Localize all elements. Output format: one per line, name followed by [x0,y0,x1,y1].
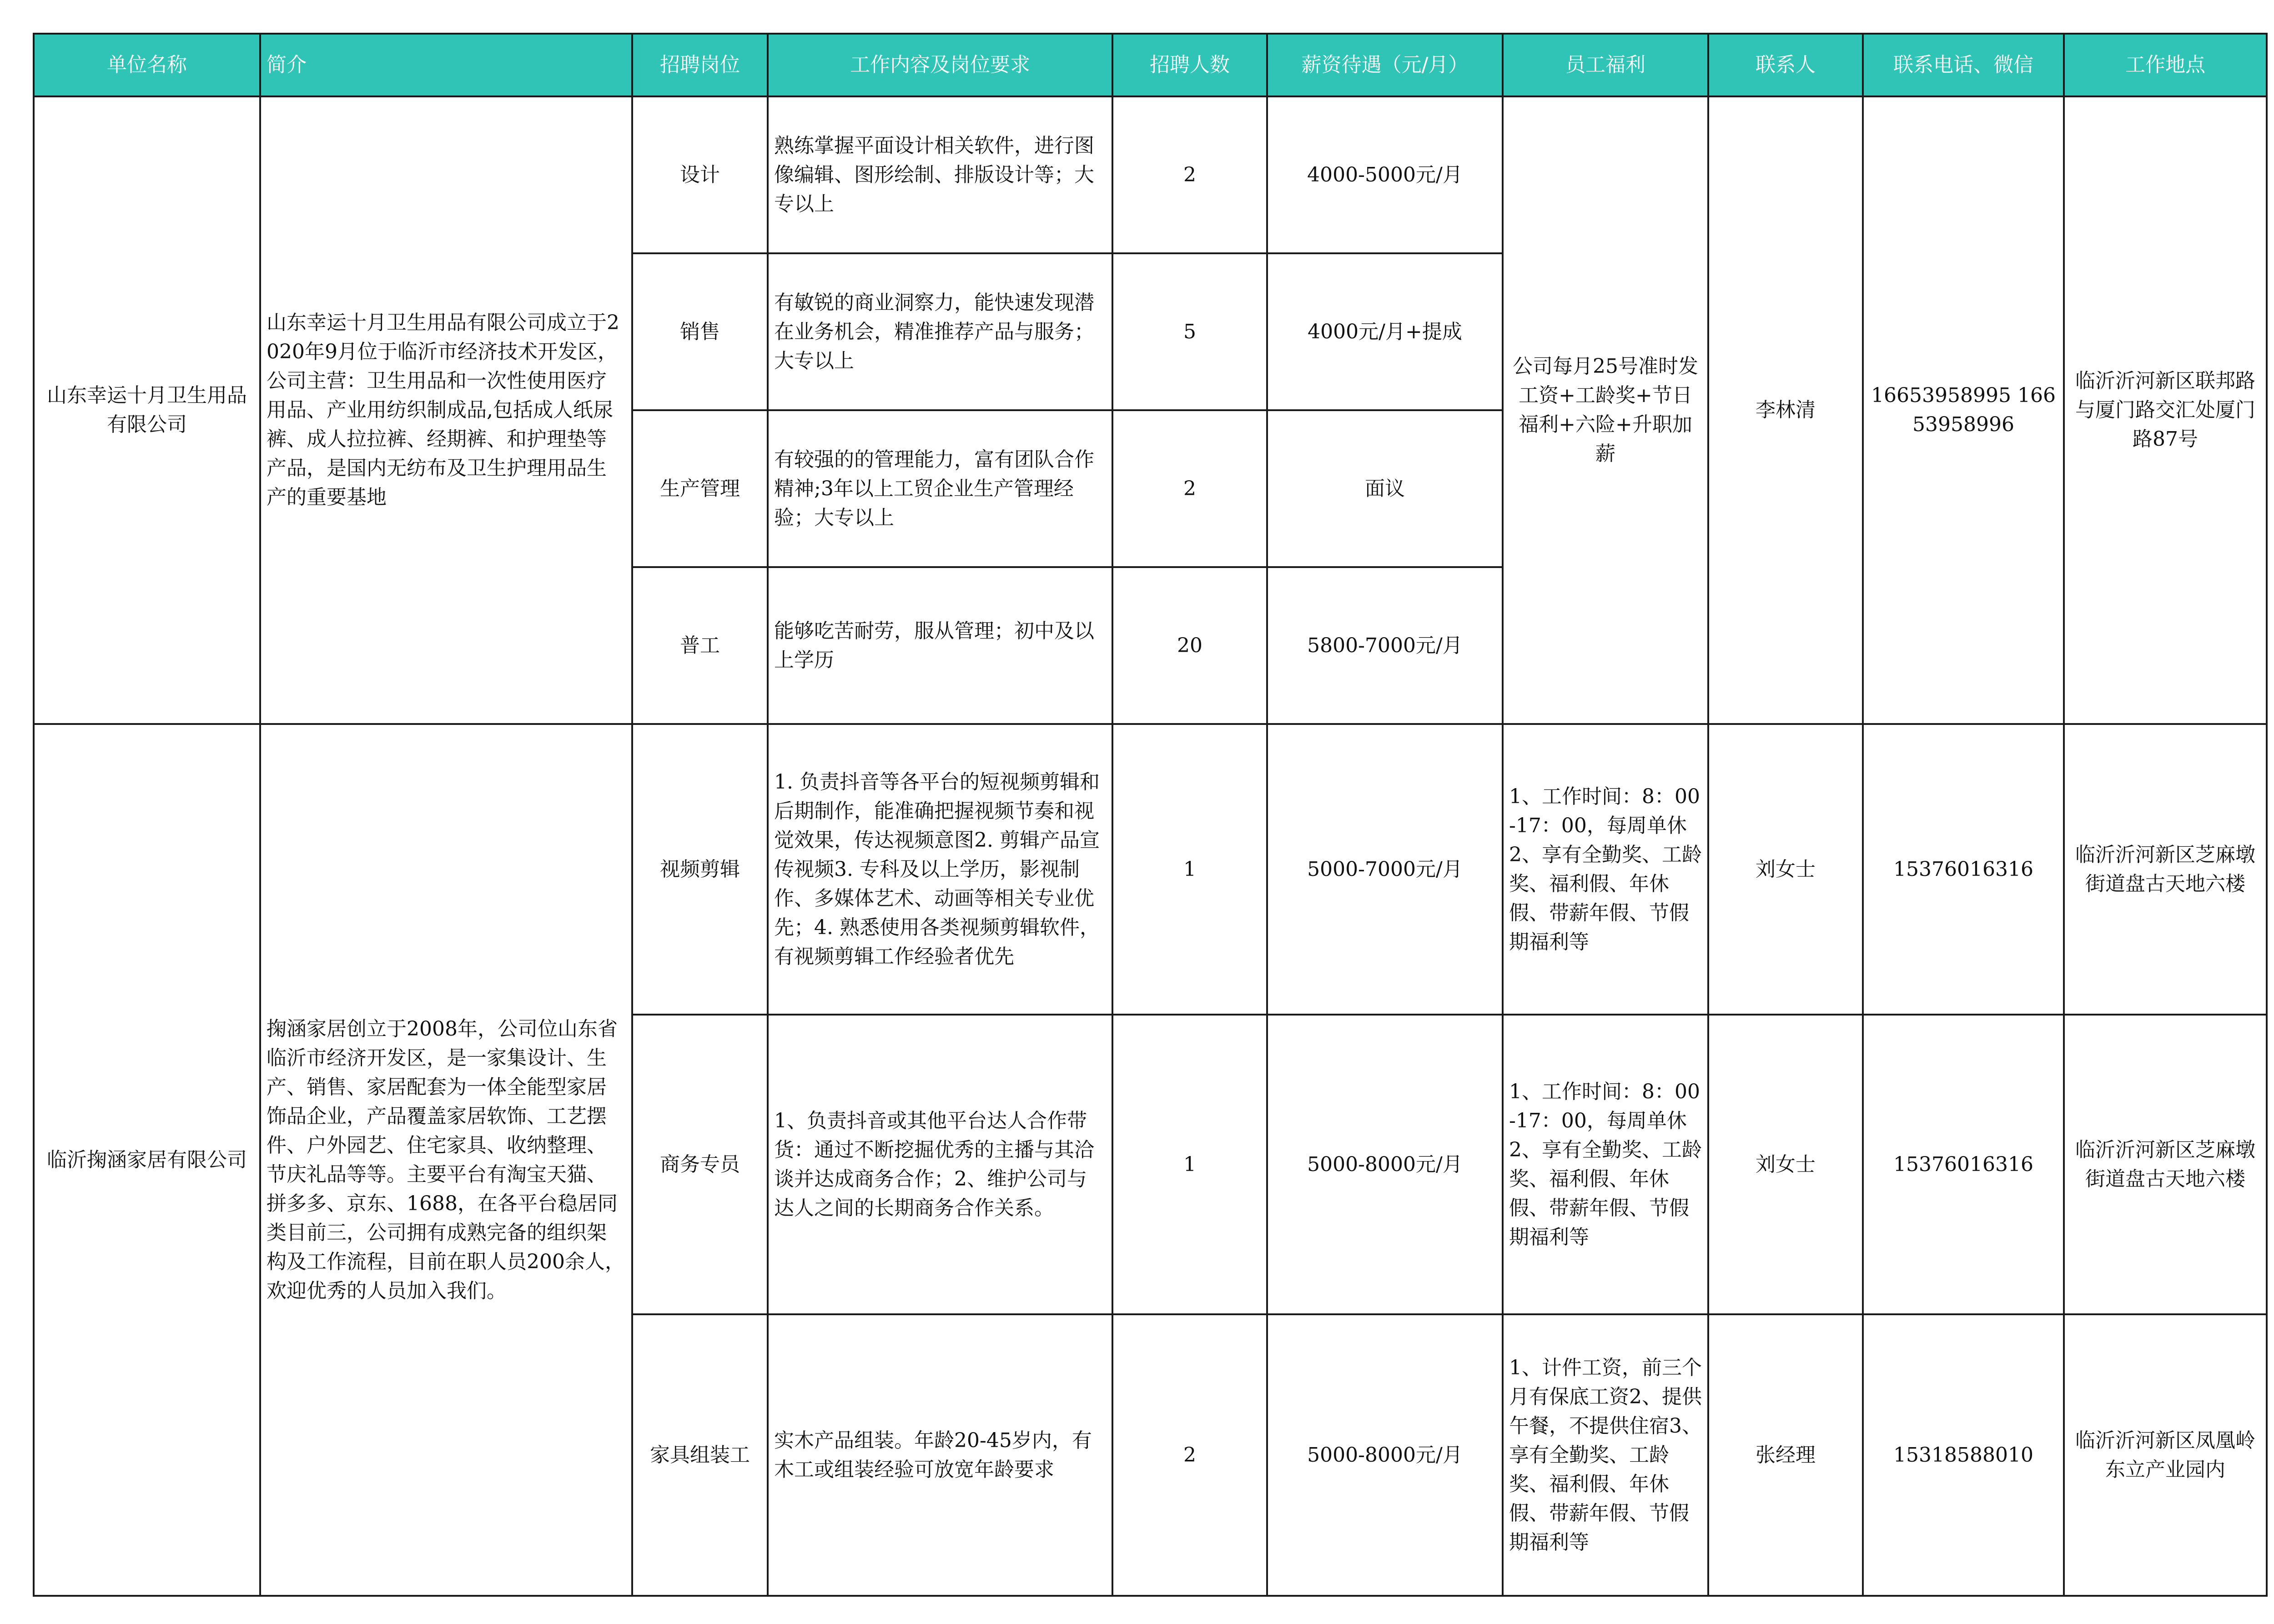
job-salary: 4000元/月+提成 [1267,253,1503,410]
job-contact: 刘女士 [1708,1015,1863,1314]
header-requirement: 工作内容及岗位要求 [768,34,1112,96]
table-row [34,96,2267,253]
job-benefit: 1、计件工资，前三个月有保底工资2、提供午餐，不提供住宿3、享有全勤奖、工龄奖、福利假、年休假、带薪年假、节假期福利等 [1503,1314,1708,1596]
header-row [34,34,2267,96]
job-requirement: 1、负责抖音或其他平台达人合作带货：通过不断挖掘优秀的主播与其洽谈并达成商务合作；2、维护公司与达人之间的长期商务合作关系。 [768,1015,1112,1314]
job-phone: 15376016316 [1863,724,2064,1015]
job-position: 家具组装工 [632,1314,768,1596]
header-intro: 简介 [260,34,632,96]
job-position: 设计 [632,96,768,253]
job-count: 2 [1112,1314,1267,1596]
job-benefit: 1、工作时间：8：00-17：00，每周单休2、享有全勤奖、工龄奖、福利假、年休假、带薪年假、节假期福利等 [1503,724,1708,1015]
job-position: 普工 [632,567,768,724]
job-count: 1 [1112,724,1267,1015]
job-count: 20 [1112,567,1267,724]
company-intro: 掬涵家居创立于2008年，公司位山东省临沂市经济开发区，是一家集设计、生产、销售、家居配套为一体全能型家居饰品企业，产品覆盖家居软饰、工艺摆件、户外园艺、住宅家具、收纳整理、节庆礼品等等。主要平台有淘宝天猫、拼多多、京东、1688，在各平台稳居同类目前三，公司拥有成熟完备的组织架构及工作流程，目前在职人员200余人，欢迎优秀的人员加入我们。 [260,724,632,1596]
job-position: 商务专员 [632,1015,768,1314]
job-address: 临沂沂河新区凤凰岭东立产业园内 [2064,1314,2267,1596]
company-name: 临沂掬涵家居有限公司 [34,724,260,1596]
job-requirement: 1. 负责抖音等各平台的短视频剪辑和后期制作，能准确把握视频节奏和视觉效果，传达视频意图2. 剪辑产品宣传视频3. 专科及以上学历，影视制作、多媒体艺术、动画等相关专业优先；4. 熟悉使用各类视频剪辑软件，有视频剪辑工作经验者优先 [768,724,1112,1015]
job-count: 1 [1112,1015,1267,1314]
job-address: 临沂沂河新区芝麻墩街道盘古天地六楼 [2064,1015,2267,1314]
job-position: 销售 [632,253,768,410]
header-address: 工作地点 [2064,34,2267,96]
company-name: 山东幸运十月卫生用品有限公司 [34,96,260,724]
job-requirement: 有敏锐的商业洞察力，能快速发现潜在业务机会，精准推荐产品与服务；大专以上 [768,253,1112,410]
job-salary: 5000-8000元/月 [1267,1015,1503,1314]
job-salary: 4000-5000元/月 [1267,96,1503,253]
table-row [34,724,2267,1015]
company-benefit: 公司每月25号准时发工资+工龄奖+节日福利+六险+升职加薪 [1503,96,1708,724]
job-salary: 5000-8000元/月 [1267,1314,1503,1596]
header-company: 单位名称 [34,34,260,96]
job-salary: 5800-7000元/月 [1267,567,1503,724]
company-address: 临沂沂河新区联邦路与厦门路交汇处厦门路87号 [2064,96,2267,724]
job-address: 临沂沂河新区芝麻墩街道盘古天地六楼 [2064,724,2267,1015]
job-position: 视频剪辑 [632,724,768,1015]
job-phone: 15318588010 [1863,1314,2064,1596]
job-count: 2 [1112,96,1267,253]
company-contact: 李林清 [1708,96,1863,724]
company-phone: 16653958995 16653958996 [1863,96,2064,724]
job-requirement: 熟练掌握平面设计相关软件，进行图像编辑、图形绘制、排版设计等；大专以上 [768,96,1112,253]
job-phone: 15376016316 [1863,1015,2064,1314]
job-contact: 张经理 [1708,1314,1863,1596]
header-contact: 联系人 [1708,34,1863,96]
job-contact: 刘女士 [1708,724,1863,1015]
job-benefit: 1、工作时间：8：00-17：00，每周单休2、享有全勤奖、工龄奖、福利假、年休假、带薪年假、节假期福利等 [1503,1015,1708,1314]
job-requirement: 有较强的的管理能力，富有团队合作精神;3年以上工贸企业生产管理经验；大专以上 [768,410,1112,567]
company-intro: 山东幸运十月卫生用品有限公司成立于2020年9月位于临沂市经济技术开发区，公司主营：卫生用品和一次性使用医疗用品、产业用纺织制成品,包括成人纸尿裤、成人拉拉裤、经期裤、和护理垫等产品，是国内无纺布及卫生护理用品生产的重要基地 [260,96,632,724]
recruitment-table [33,33,2268,1597]
job-count: 2 [1112,410,1267,567]
job-position: 生产管理 [632,410,768,567]
job-count: 5 [1112,253,1267,410]
header-salary: 薪资待遇（元/月） [1267,34,1503,96]
job-requirement: 实木产品组装。年龄20-45岁内，有木工或组装经验可放宽年龄要求 [768,1314,1112,1596]
job-requirement: 能够吃苦耐劳，服从管理；初中及以上学历 [768,567,1112,724]
header-position: 招聘岗位 [632,34,768,96]
job-salary: 5000-7000元/月 [1267,724,1503,1015]
header-benefit: 员工福利 [1503,34,1708,96]
header-count: 招聘人数 [1112,34,1267,96]
job-salary: 面议 [1267,410,1503,567]
header-phone: 联系电话、微信 [1863,34,2064,96]
